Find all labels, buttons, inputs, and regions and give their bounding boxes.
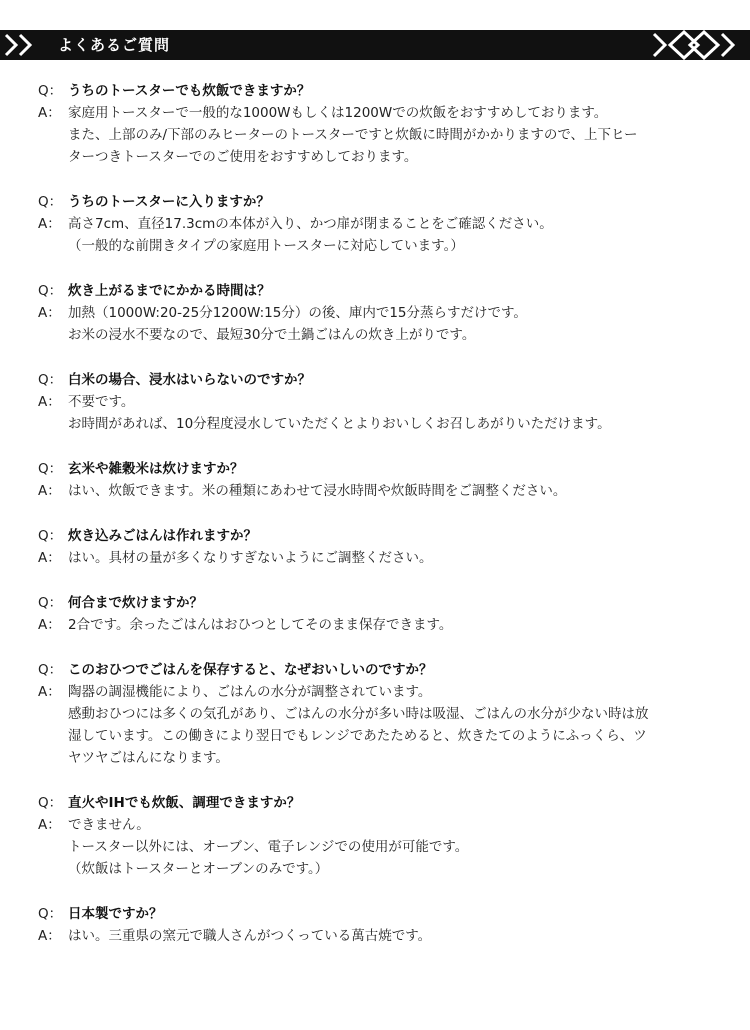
answer-line: 不要です。 [68, 394, 135, 410]
answer-line: お時間があれば、10分程度浸水していただくとよりおいしくお召しあがりいただけます。 [68, 416, 611, 432]
answer-row [0, 614, 750, 636]
answer-text [68, 102, 718, 168]
answer-label: A： [38, 617, 61, 633]
answer-line: （一般的な前開きタイプの家庭用トースターに対応しています。） [68, 238, 464, 254]
answer-text [68, 547, 718, 569]
answer-line: 陶器の調湿機能により、ごはんの水分が調整されています。 [68, 684, 432, 700]
question-text: 玄米や雑穀米は炊けますか？ [68, 461, 244, 477]
answer-row [0, 391, 750, 435]
answer-line: お米の浸水不要なので、最短30分で土鍋ごはんの炊き上がりです。 [68, 327, 476, 343]
answer-line: 家庭用トースターで一般的な1000Wもしくは1200Wでの炊飯をおすすめしております。 [68, 105, 608, 121]
answer-line: できません。 [68, 817, 150, 833]
answer-label: A： [38, 817, 61, 833]
answer-label: A： [38, 105, 61, 121]
faq-item [0, 369, 750, 435]
question-row [0, 80, 750, 102]
question-text: 白米の場合、浸水はいらないのですか？ [68, 372, 311, 388]
answer-line: ターつきトースターでのご使用をおすすめしております。 [68, 149, 418, 165]
question-row [0, 280, 750, 302]
answer-label: A： [38, 216, 61, 232]
answer-row [0, 925, 750, 947]
faq-item [0, 280, 750, 346]
answer-label: A： [38, 550, 61, 566]
double-diamond-chevron-icon [646, 30, 736, 60]
answer-line: ヤツヤごはんになります。 [68, 750, 229, 766]
answer-row [0, 213, 750, 257]
question-label: Q： [38, 372, 63, 388]
question-label: Q： [38, 461, 63, 477]
question-row [0, 592, 750, 614]
answer-row [0, 102, 750, 168]
question-label: Q： [38, 528, 63, 544]
answer-row [0, 681, 750, 769]
question-text: 日本製ですか？ [68, 906, 163, 922]
question-text: うちのトースターに入りますか？ [68, 194, 270, 210]
question-row [0, 369, 750, 391]
faq-item [0, 191, 750, 257]
question-text: うちのトースターでも炊飯できますか？ [68, 83, 311, 99]
question-label: Q： [38, 795, 63, 811]
page-title: よくあるご質問 [58, 36, 171, 54]
answer-row [0, 547, 750, 569]
question-text: このおひつでごはんを保存すると、なぜおいしいのですか？ [68, 662, 433, 678]
answer-line: 2合です。余ったごはんはおひつとしてそのまま保存できます。 [68, 617, 453, 633]
question-text: 直火やIHでも炊飯、調理できますか？ [68, 795, 301, 811]
answer-line: （炊飯はトースターとオーブンのみです。） [68, 861, 329, 877]
question-row [0, 903, 750, 925]
faq-header-bar [0, 30, 750, 60]
question-row [0, 525, 750, 547]
answer-label: A： [38, 483, 61, 499]
question-row [0, 458, 750, 480]
answer-text [68, 213, 718, 257]
answer-text [68, 302, 718, 346]
question-label: Q： [38, 595, 63, 611]
faq-item [0, 525, 750, 569]
answer-text [68, 925, 718, 947]
answer-line: トースター以外には、オーブン、電子レンジでの使用が可能です。 [68, 839, 469, 855]
answer-label: A： [38, 684, 61, 700]
faq-list [0, 80, 750, 970]
double-chevron-right-icon [0, 30, 46, 60]
faq-item [0, 659, 750, 769]
answer-line: 高さ7cm、直径17.3cmの本体が入り、かつ扉が閉まることをご確認ください。 [68, 216, 553, 232]
answer-row [0, 302, 750, 346]
question-row [0, 191, 750, 213]
question-label: Q： [38, 194, 63, 210]
faq-item [0, 792, 750, 880]
question-label: Q： [38, 662, 63, 678]
answer-line: はい。具材の量が多くなりすぎないようにご調整ください。 [68, 550, 433, 566]
answer-row [0, 814, 750, 880]
answer-line: はい。三重県の窯元で職人さんがつくっている萬古焼です。 [68, 928, 432, 944]
answer-label: A： [38, 394, 61, 410]
answer-text [68, 614, 718, 636]
answer-line: また、上部のみ/下部のみヒーターのトースターですと炊飯に時間がかかりますので、上下ヒー [68, 127, 638, 143]
question-row [0, 792, 750, 814]
answer-line: 加熱（1000W:20-25分1200W:15分）の後、庫内で15分蒸らすだけです。 [68, 305, 527, 321]
question-row [0, 659, 750, 681]
answer-line: はい、炊飯できます。米の種類にあわせて浸水時間や炊飯時間をご調整ください。 [68, 483, 567, 499]
question-label: Q： [38, 283, 63, 299]
faq-item [0, 80, 750, 168]
answer-text [68, 391, 718, 435]
faq-item [0, 903, 750, 947]
question-label: Q： [38, 83, 63, 99]
answer-line: 湿しています。この働きにより翌日でもレンジであたためると、炊きたてのようにふっくら、ツ [68, 728, 647, 744]
faq-item [0, 592, 750, 636]
question-label: Q： [38, 906, 63, 922]
answer-text [68, 480, 718, 502]
answer-text [68, 681, 718, 769]
answer-line: 感動おひつには多くの気孔があり、ごはんの水分が多い時は吸湿、ごはんの水分が少ない時は放 [68, 706, 649, 722]
answer-label: A： [38, 305, 61, 321]
question-text: 炊き上がるまでにかかる時間は？ [68, 283, 271, 299]
answer-label: A： [38, 928, 61, 944]
answer-row [0, 480, 750, 502]
faq-item [0, 458, 750, 502]
question-text: 何合まで炊けますか？ [68, 595, 203, 611]
answer-text [68, 814, 718, 880]
question-text: 炊き込みごはんは作れますか？ [68, 528, 257, 544]
